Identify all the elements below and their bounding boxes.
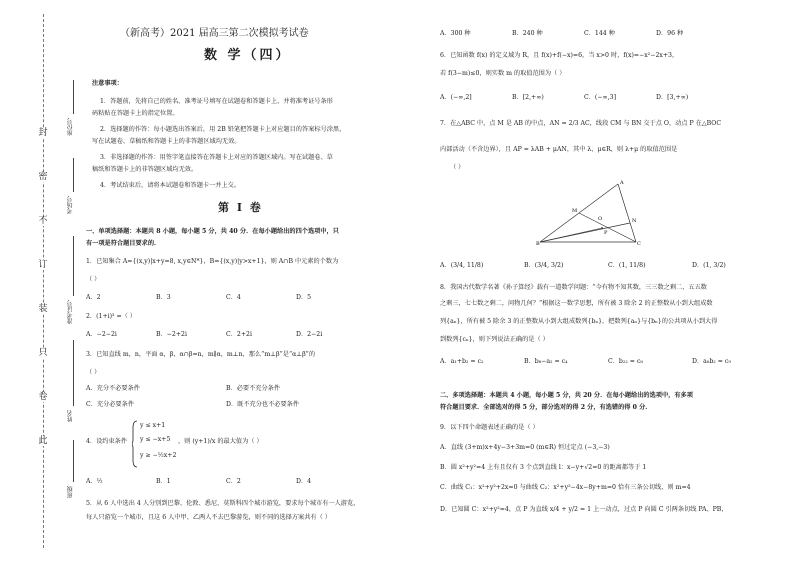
option: B．b₈−a₂ = c₄ xyxy=(524,358,568,365)
question-8-options xyxy=(440,358,776,366)
question-6-options xyxy=(440,94,728,102)
option: A．充分不必要条件 xyxy=(86,385,140,392)
notice-line: 3．非选择题的作答：用签字笔直接答在答题卡上对应的答题区域内。写在试题卷、草 xyxy=(100,154,333,161)
constraint: y ≤ −x+5 xyxy=(140,436,171,443)
fill-line xyxy=(73,80,74,114)
figure-label: O xyxy=(598,216,603,222)
option: C．b₂₂ = c₈ xyxy=(608,358,643,365)
admission-number-label: 准考证号 xyxy=(67,300,74,324)
question-4-options xyxy=(86,478,366,486)
seal-char: 密 xyxy=(36,172,50,182)
figure-label: B xyxy=(536,241,540,246)
option: D．4 xyxy=(296,478,312,485)
question-9-option: C．曲线 C₁：x²+y²+2x=0 与曲线 C₂：x²+y²−4x−8y+m=0 恰有三条公切线，则 m=4 xyxy=(440,484,691,491)
fill-line xyxy=(73,158,74,192)
question-9-option: B．圆 x²+y²=4 上有且仅有 3 个点到直线 l：x−y+√2=0 的距离都等于 1 xyxy=(440,464,647,471)
question-6: 6．已知函数 f(x) 的定义域为 R，且 f(x)+f(−x)=6，当 x>0 时，f(x)=−x²−2x+3， xyxy=(440,52,679,59)
question-8: 到数列{cₙ}，则下列说法正确的是（ ） xyxy=(440,336,549,343)
option: C．4 xyxy=(226,294,241,301)
triangle-figure xyxy=(536,178,656,246)
question-3: 3．已知直线 m，n，平面 α，β，α∩β=n，m∥α，m⊥n，那么“m⊥β”是“α⊥β”的 xyxy=(86,351,316,358)
question-5-options xyxy=(440,30,728,38)
question-1-options xyxy=(86,294,366,302)
option: A．(3/4, 11/8) xyxy=(440,262,484,269)
question-9: 9．以下四个命题表述正确的是（ ） xyxy=(440,424,539,431)
notice-line: 1．答题前，先将自己的姓名、准考证号填写在试题卷和答题卡上，并将准考证号条形 xyxy=(100,98,333,105)
name-label: 姓名 xyxy=(67,410,74,422)
option: D．(1, 3/2) xyxy=(692,262,726,269)
option: B．必要不充分条件 xyxy=(226,385,281,392)
notice-line: 码粘贴在答题卡上的指定位置。 xyxy=(92,110,179,117)
seal-char: 订 xyxy=(36,260,50,270)
option: B．[2,+∞) xyxy=(512,94,544,101)
option: C．2+2i xyxy=(226,331,252,338)
option: B．(3/4, 3/2) xyxy=(524,262,564,269)
part2-instruction: 二、多项选择题：本题共 4 小题，每小题 5 分，共 20 分．在每小题给出的选项中，有多项 xyxy=(440,392,693,399)
figure-label: P xyxy=(604,230,608,236)
question-9-option: D．已知圆 C：x²+y²=4，点 P 为直线 x/4 + y/2 = 1 上一动点，过点 P 向圆 C 引两条切线 PA、PB， xyxy=(440,506,728,513)
option: B．240 种 xyxy=(512,30,543,37)
option: C．充分必要条件 xyxy=(86,401,135,408)
question-6: 若 f(3−m)≤0，则实数 m 的取值范围为（ ） xyxy=(440,70,566,77)
question-3-options-row2 xyxy=(86,401,366,409)
question-paren: （ ） xyxy=(86,276,101,283)
section-heading: 第 I 卷 xyxy=(218,201,263,214)
question-8: 8．我国古代数学名著《孙子算经》载有一道数学问题：“今有物不知其数，三三数之剩二，五五数 xyxy=(440,284,707,291)
option: A．a₁+b₂ = c₂ xyxy=(440,358,484,365)
class-label: 班级 xyxy=(67,486,74,498)
question-7: 7．在△ABC 中，点 M 是 AB 的中点，AN = 2/3 AC，线段 CM 与 BN 交于点 O，动点 P 在△BOC xyxy=(440,120,722,127)
seal-char: 不 xyxy=(36,216,50,226)
exam-room-label: 考场号 xyxy=(67,196,74,214)
question-7-options xyxy=(440,262,776,270)
fill-line xyxy=(73,340,74,406)
constraint: y ≤ x+1 xyxy=(140,422,166,429)
question-9-option: A．直线 (3+m)x+4y−3+3m=0 (m∈R) 恒过定点 (−3,−3) xyxy=(440,444,610,451)
option: B．−2+2i xyxy=(156,331,187,338)
option: C．144 种 xyxy=(584,30,615,37)
question-2: 2．(1+i)³ =（ ） xyxy=(86,313,137,320)
question-4-suffix: ，则 (y+1)/x 的最大值为（ ） xyxy=(178,438,263,445)
fill-line xyxy=(73,440,74,482)
seal-char: 装 xyxy=(36,304,50,314)
option: C．2 xyxy=(226,478,241,485)
notice-heading: 注意事项： xyxy=(92,80,123,87)
part1-instruction: 有一项是符合题目要求的． xyxy=(86,240,161,247)
option: B．1 xyxy=(156,478,171,485)
option: B．3 xyxy=(156,294,171,301)
exam-title: （新高考）2021 届高三第二次模拟考试卷 xyxy=(120,28,309,39)
question-2-options xyxy=(86,331,366,339)
part1-instruction: 一、单项选择题：本题共 8 小题，每小题 5 分，共 40 分．在每小题给出的四个选项中，只 xyxy=(86,228,339,235)
system-brace xyxy=(132,420,138,468)
option: C．(−∞,3] xyxy=(584,94,616,101)
question-8: 之剩三，七七数之剩二，问物几何？”根据这一数学思想，所有被 3 除余 2 的正整数从小到大组成数 xyxy=(440,300,713,307)
option: A．−2−2i xyxy=(86,331,117,338)
question-7: 内部活动（不含边界），且 AP = λAB + μAN，其中 λ、μ∈R，则 λ+μ 的取值范围是 xyxy=(440,146,678,153)
question-paren: （ ） xyxy=(450,164,465,171)
option: C．(1, 11/8) xyxy=(608,262,646,269)
question-5: 每人只游览一个城市，且这 6 人中甲、乙两人不去巴黎游览，则不同的选择方案共有（ ） xyxy=(86,514,331,521)
seal-char: 此 xyxy=(36,436,50,446)
seal-char: 卷 xyxy=(36,392,50,402)
figure-label: A xyxy=(620,180,624,186)
figure-label: C xyxy=(637,241,641,246)
question-paren: （ ） xyxy=(86,369,101,376)
subject-title: 数 学（四） xyxy=(204,48,292,63)
option: D．a₆b₂ = c₉ xyxy=(692,358,731,365)
part2-instruction: 符合题目要求．全部选对的得 5 分，部分选对的得 2 分，有选错的得 0 分． xyxy=(440,404,652,411)
question-1: 1．已知集合 A={(x,y)|x+y=8, x,y∈N*}，B={(x,y)|y>x+1}，则 A∩B 中元素的个数为 xyxy=(86,258,339,265)
option: D．96 种 xyxy=(656,30,684,37)
option: D．既不充分也不必要条件 xyxy=(226,401,300,408)
option: D．5 xyxy=(296,294,312,301)
question-3-options-row1 xyxy=(86,385,366,393)
fill-line xyxy=(73,236,74,296)
notice-line: 写在试题卷、草稿纸和答题卡上的非答题区域均无效。 xyxy=(92,138,241,145)
question-4-prefix: 4．设约束条件 xyxy=(86,438,128,445)
option: D．2−2i xyxy=(296,331,323,338)
option: D．[3,+∞) xyxy=(656,94,689,101)
figure-label: N xyxy=(632,218,637,224)
seal-line xyxy=(43,14,44,548)
figure-label: M xyxy=(572,208,578,214)
option: A．(−∞,2] xyxy=(440,94,472,101)
constraint: y ≥ −½x+2 xyxy=(140,452,177,459)
notice-line: 稿纸和答题卡上的非答题区域均无效。 xyxy=(92,166,198,173)
seat-number-label: 座位号 xyxy=(67,118,74,136)
notice-line: 2．选择题的作答：每小题选出答案后，用 2B 铅笔把答题卡上对应题目的答案标号涂黑， xyxy=(100,126,346,133)
question-8: 列{aₙ}，所有被 5 除余 3 的正整数从小到大组成数列{bₙ}，把数列{aₙ}与{bₙ}的公共项从小到大得 xyxy=(440,318,718,325)
seal-char: 封 xyxy=(36,128,50,138)
seal-char: 只 xyxy=(36,348,50,358)
option: A．2 xyxy=(86,294,101,301)
notice-line: 4．考试结束后，请将本试题卷和答题卡一并上交。 xyxy=(100,182,241,189)
binding-margin xyxy=(0,0,86,562)
option: A．½ xyxy=(86,478,103,485)
option: A．300 种 xyxy=(440,30,471,37)
question-5: 5．从 6 人中选出 4 人分别到巴黎、伦敦、悉尼、莫斯科四个城市游览，要求每个城市有一人游览， xyxy=(86,500,360,507)
